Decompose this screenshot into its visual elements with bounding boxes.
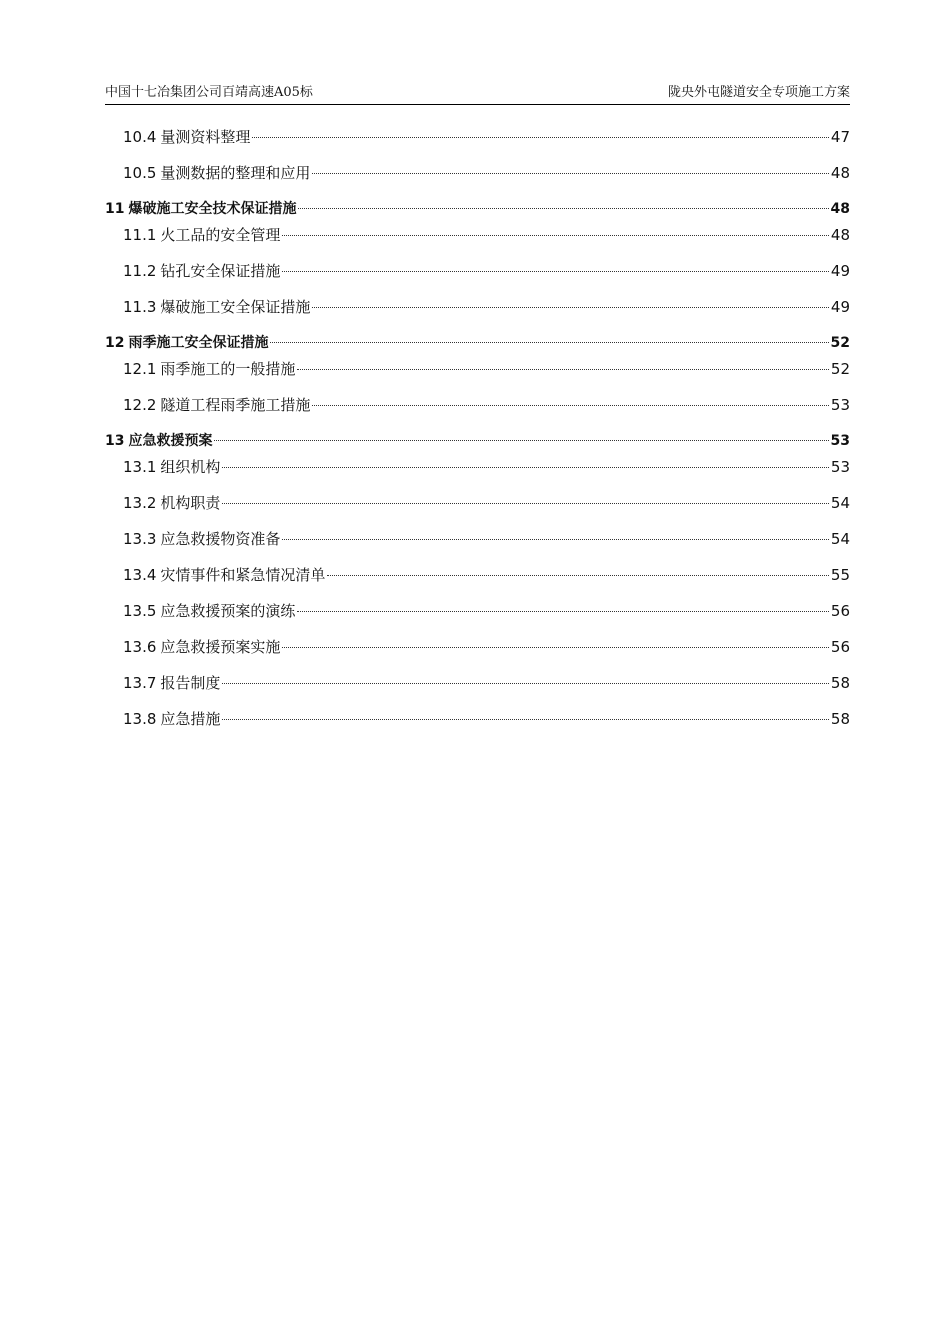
- toc-entry-title: 灾情事件和紧急情况清单: [160, 566, 326, 584]
- toc-entry-page: 52: [830, 360, 850, 378]
- toc-dot-leader: [222, 683, 828, 684]
- toc-entry-title: 报告制度: [160, 674, 221, 692]
- toc-chapter-entry[interactable]: [105, 430, 850, 452]
- toc-entry[interactable]: [105, 162, 850, 184]
- toc-chapter-entry[interactable]: [105, 198, 850, 220]
- toc-entry-page: 56: [830, 638, 850, 656]
- toc-entry-number: 11.3: [123, 298, 157, 316]
- toc-entry[interactable]: [105, 394, 850, 416]
- toc-entry-page: 48: [830, 226, 850, 244]
- toc-dot-leader: [297, 611, 828, 612]
- toc-entry-title: 应急救援预案: [128, 433, 213, 449]
- toc-entry-title: 爆破施工安全保证措施: [160, 298, 311, 316]
- toc-entry-number: 13.8: [123, 710, 157, 728]
- toc-entry[interactable]: [105, 600, 850, 622]
- toc-entry-number: 12.1: [123, 360, 157, 378]
- toc-entry-number: 12: [105, 335, 125, 351]
- toc-entry[interactable]: [105, 296, 850, 318]
- toc-entry-title: 应急救援预案的演练: [160, 602, 296, 620]
- toc-entry-page: 49: [830, 262, 850, 280]
- toc-entry-number: 13: [105, 433, 125, 449]
- toc-entry-title: 量测数据的整理和应用: [160, 164, 311, 182]
- toc-entry-title: 爆破施工安全技术保证措施: [128, 201, 297, 217]
- toc-entry-page: 48: [830, 201, 850, 217]
- toc-dot-leader: [327, 575, 828, 576]
- header-left-text: 中国十七冶集团公司百靖高速A05标: [105, 85, 313, 100]
- toc-entry-title: 机构职责: [160, 494, 221, 512]
- toc-entry-number: 13.3: [123, 530, 157, 548]
- toc-entry-number: 13.5: [123, 602, 157, 620]
- toc-entry-title: 雨季施工的一般措施: [160, 360, 296, 378]
- toc-entry-page: 54: [830, 530, 850, 548]
- toc-entry-number: 11.1: [123, 226, 157, 244]
- toc-entry-number: 13.7: [123, 674, 157, 692]
- toc-entry-number: 12.2: [123, 396, 157, 414]
- toc-entry[interactable]: [105, 260, 850, 282]
- toc-entry-title: 组织机构: [160, 458, 221, 476]
- toc-entry-number: 13.4: [123, 566, 157, 584]
- toc-entry-page: 53: [830, 433, 850, 449]
- toc-entry-page: 52: [830, 335, 850, 351]
- toc-entry[interactable]: [105, 492, 850, 514]
- toc-entry-title: 应急措施: [160, 710, 221, 728]
- toc-entry-number: 13.6: [123, 638, 157, 656]
- toc-dot-leader: [312, 405, 828, 406]
- toc-dot-leader: [222, 503, 828, 504]
- toc-dot-leader: [298, 208, 828, 209]
- toc-entry-title: 钻孔安全保证措施: [160, 262, 281, 280]
- table-of-contents: [105, 126, 850, 744]
- toc-dot-leader: [222, 467, 828, 468]
- toc-entry[interactable]: [105, 126, 850, 148]
- toc-dot-leader: [297, 369, 828, 370]
- toc-entry-page: 47: [830, 128, 850, 146]
- toc-dot-leader: [312, 173, 828, 174]
- toc-dot-leader: [282, 647, 828, 648]
- toc-entry[interactable]: [105, 708, 850, 730]
- toc-entry-page: 55: [830, 566, 850, 584]
- toc-entry-title: 应急救援预案实施: [160, 638, 281, 656]
- toc-entry[interactable]: [105, 636, 850, 658]
- toc-entry[interactable]: [105, 456, 850, 478]
- toc-chapter-entry[interactable]: [105, 332, 850, 354]
- toc-entry-page: 56: [830, 602, 850, 620]
- toc-entry-title: 火工品的安全管理: [160, 226, 281, 244]
- toc-dot-leader: [270, 342, 828, 343]
- toc-entry-page: 58: [830, 674, 850, 692]
- toc-entry[interactable]: [105, 528, 850, 550]
- toc-entry[interactable]: [105, 358, 850, 380]
- toc-dot-leader: [282, 235, 828, 236]
- toc-dot-leader: [214, 440, 828, 441]
- toc-entry-number: 13.1: [123, 458, 157, 476]
- toc-entry-page: 53: [830, 458, 850, 476]
- toc-entry[interactable]: [105, 672, 850, 694]
- page-header: [105, 84, 850, 105]
- toc-entry-page: 54: [830, 494, 850, 512]
- toc-entry-page: 53: [830, 396, 850, 414]
- toc-entry-title: 应急救援物资准备: [160, 530, 281, 548]
- toc-dot-leader: [312, 307, 828, 308]
- toc-dot-leader: [282, 271, 828, 272]
- toc-entry-number: 13.2: [123, 494, 157, 512]
- toc-entry-number: 11: [105, 201, 125, 217]
- toc-entry-number: 10.4: [123, 128, 157, 146]
- toc-entry-number: 10.5: [123, 164, 157, 182]
- toc-dot-leader: [282, 539, 828, 540]
- toc-dot-leader: [222, 719, 828, 720]
- toc-entry-page: 58: [830, 710, 850, 728]
- toc-entry-title: 雨季施工安全保证措施: [128, 335, 269, 351]
- toc-dot-leader: [252, 137, 828, 138]
- toc-entry-number: 11.2: [123, 262, 157, 280]
- toc-entry[interactable]: [105, 564, 850, 586]
- toc-entry-title: 量测资料整理: [160, 128, 251, 146]
- toc-entry-title: 隧道工程雨季施工措施: [160, 396, 311, 414]
- toc-entry-page: 49: [830, 298, 850, 316]
- toc-entry[interactable]: [105, 224, 850, 246]
- toc-entry-page: 48: [830, 164, 850, 182]
- header-right-text: 陇央外屯隧道安全专项施工方案: [667, 85, 850, 100]
